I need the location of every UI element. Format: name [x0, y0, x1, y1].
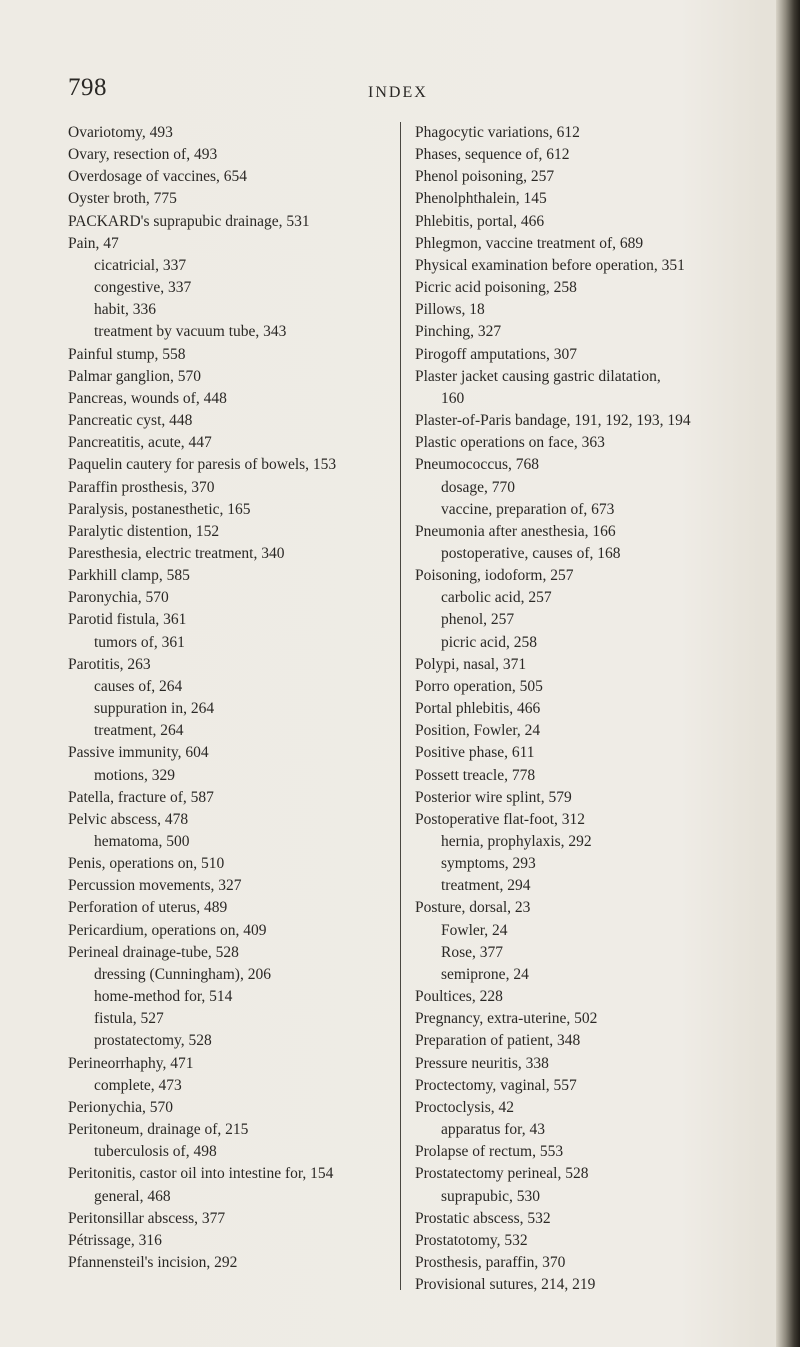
index-entry: Pfannensteil's incision, 292: [68, 1253, 238, 1271]
index-entry: Pirogoff amputations, 307: [415, 345, 578, 363]
index-subentry: picric acid, 258: [441, 633, 537, 651]
index-subentry: causes of, 264: [94, 677, 183, 695]
index-entry: Prostatic abscess, 532: [415, 1209, 551, 1227]
index-entry: Paresthesia, electric treatment, 340: [68, 544, 285, 562]
index-entry: Parkhill clamp, 585: [68, 567, 190, 585]
index-entry: Pregnancy, extra-uterine, 502: [415, 1010, 598, 1028]
index-subentry: phenol, 257: [441, 611, 515, 629]
index-entry: Palmar ganglion, 570: [68, 367, 202, 385]
index-subentry: Rose, 377: [441, 943, 503, 961]
index-entry: Phlebitis, portal, 466: [415, 212, 545, 230]
index-entry: Physical examination before operation, 351: [415, 256, 685, 274]
index-entry: Pétrissage, 316: [68, 1231, 162, 1249]
index-entry: Prostatectomy perineal, 528: [415, 1165, 589, 1183]
index-subentry: tuberculosis of, 498: [94, 1143, 217, 1161]
index-entry: Phagocytic variations, 612: [415, 124, 580, 141]
index-entry: PACKARD's suprapubic drainage, 531: [68, 212, 310, 230]
index-subentry: prostatectomy, 528: [94, 1032, 212, 1050]
index-entry: Position, Fowler, 24: [415, 722, 541, 740]
index-subentry: fistula, 527: [94, 1010, 164, 1028]
index-entry: Phenolphthalein, 145: [415, 190, 547, 208]
index-entry: Perionychia, 570: [68, 1098, 174, 1116]
index-entry: Posterior wire splint, 579: [415, 788, 572, 806]
index-entry: Prostatotomy, 532: [415, 1231, 528, 1249]
index-subentry: Fowler, 24: [441, 921, 508, 939]
index-entry: Poultices, 228: [415, 988, 503, 1006]
index-entry: Plastic operations on face, 363: [415, 434, 605, 452]
index-column-left: [68, 122, 438, 1274]
index-entry: Ovary, resection of, 493: [68, 146, 218, 164]
index-entry: Porro operation, 505: [415, 677, 543, 695]
index-subentry: apparatus for, 43: [441, 1121, 545, 1139]
index-entry: Pain, 47: [68, 234, 119, 252]
index-subentry: cicatricial, 337: [94, 256, 187, 274]
index-entry: Phlegmon, vaccine treatment of, 689: [415, 234, 644, 252]
index-entry: Pneumococcus, 768: [415, 456, 539, 474]
index-entry: Perineorrhaphy, 471: [68, 1054, 194, 1072]
index-subentry: treatment, 264: [94, 722, 184, 740]
page-number: 798: [68, 74, 107, 101]
index-entry: Poisoning, iodoform, 257: [415, 567, 574, 585]
index-entry: Perforation of uterus, 489: [68, 899, 228, 917]
index-subentry: dressing (Cunningham), 206: [94, 965, 271, 983]
index-entry: Possett treacle, 778: [415, 766, 536, 784]
index-entry: Positive phase, 611: [415, 744, 535, 762]
index-entry: Pillows, 18: [415, 301, 485, 319]
index-entry: Paraffin prosthesis, 370: [68, 478, 215, 496]
index-entry: Proctectomy, vaginal, 557: [415, 1076, 577, 1094]
index-subentry: tumors of, 361: [94, 633, 185, 651]
index-entry: Penis, operations on, 510: [68, 855, 225, 873]
index-entry: Polypi, nasal, 371: [415, 655, 527, 673]
index-entry: Parotitis, 263: [68, 655, 151, 673]
index-entry: Painful stump, 558: [68, 345, 186, 363]
index-entry: Prolapse of rectum, 553: [415, 1143, 564, 1161]
index-entry: Phases, sequence of, 612: [415, 146, 570, 164]
index-entry: Peritoneum, drainage of, 215: [68, 1121, 249, 1139]
index-subentry: 160: [441, 389, 465, 407]
index-entry: Oyster broth, 775: [68, 190, 177, 208]
index-entry: Pancreatic cyst, 448: [68, 412, 193, 430]
index-subentry: symptoms, 293: [441, 855, 536, 873]
index-entry: Proctoclysis, 42: [415, 1098, 515, 1116]
index-subentry: suprapubic, 530: [441, 1187, 541, 1205]
index-entry: Parotid fistula, 361: [68, 611, 187, 629]
index-subentry: suppuration in, 264: [94, 700, 215, 718]
index-subentry: semiprone, 24: [441, 965, 529, 983]
index-entry: Passive immunity, 604: [68, 744, 209, 762]
index-entry: Overdosage of vaccines, 654: [68, 168, 248, 186]
index-entry: Posture, dorsal, 23: [415, 899, 531, 917]
index-subentry: dosage, 770: [441, 478, 516, 496]
index-subentry: hematoma, 500: [94, 833, 190, 850]
index-entry: Picric acid poisoning, 258: [415, 279, 577, 297]
index-subentry: general, 468: [94, 1187, 171, 1205]
index-entry: Phenol poisoning, 257: [415, 168, 555, 186]
index-subentry: vaccine, preparation of, 673: [441, 500, 615, 518]
index-entry: Paquelin cautery for paresis of bowels, 153: [68, 456, 337, 474]
index-subentry: motions, 329: [94, 766, 175, 784]
index-subentry: habit, 336: [94, 301, 156, 319]
index-entry: Postoperative flat-foot, 312: [415, 810, 586, 828]
index-entry: Prosthesis, paraffin, 370: [415, 1253, 566, 1271]
index-entry: Pericardium, operations on, 409: [68, 921, 267, 939]
index-subentry: congestive, 337: [94, 279, 192, 297]
index-entry: Pancreatitis, acute, 447: [68, 434, 212, 452]
index-entry: Perineal drainage-tube, 528: [68, 943, 239, 961]
column-divider: [400, 122, 401, 1290]
index-entry: Pancreas, wounds of, 448: [68, 389, 227, 407]
index-entry: Patella, fracture of, 587: [68, 788, 214, 806]
index-entry: Provisional sutures, 214, 219: [415, 1276, 596, 1294]
index-entry: Percussion movements, 327: [68, 877, 242, 895]
index-entry: Portal phlebitis, 466: [415, 700, 541, 718]
index-entry: Peritonsillar abscess, 377: [68, 1209, 226, 1227]
index-entry: Plaster jacket causing gastric dilatation,: [415, 367, 661, 385]
index-subentry: hernia, prophylaxis, 292: [441, 833, 592, 850]
index-entry: Preparation of patient, 348: [415, 1032, 581, 1050]
running-head: INDEX: [368, 84, 428, 101]
index-subentry: postoperative, causes of, 168: [441, 544, 621, 562]
index-entry: Pinching, 327: [415, 323, 502, 341]
index-entry: Paralysis, postanesthetic, 165: [68, 500, 251, 518]
index-subentry: home-method for, 514: [94, 988, 233, 1006]
page-header: [68, 64, 728, 108]
index-subentry: treatment by vacuum tube, 343: [94, 323, 287, 341]
index-column-right: [415, 122, 785, 1296]
index-subentry: treatment, 294: [441, 877, 531, 895]
index-entry: Ovariotomy, 493: [68, 124, 173, 141]
index-entry: Plaster-of-Paris bandage, 191, 192, 193, 194: [415, 412, 691, 430]
index-entry: Peritonitis, castor oil into intestine for, 154: [68, 1165, 334, 1183]
index-entry: Pneumonia after anesthesia, 166: [415, 522, 616, 540]
index-subentry: complete, 473: [94, 1076, 182, 1094]
index-entry: Paralytic distention, 152: [68, 522, 220, 540]
index-entry: Pelvic abscess, 478: [68, 810, 189, 828]
index-entry: Paronychia, 570: [68, 589, 169, 607]
index-entry: Pressure neuritis, 338: [415, 1054, 549, 1072]
index-subentry: carbolic acid, 257: [441, 589, 552, 607]
